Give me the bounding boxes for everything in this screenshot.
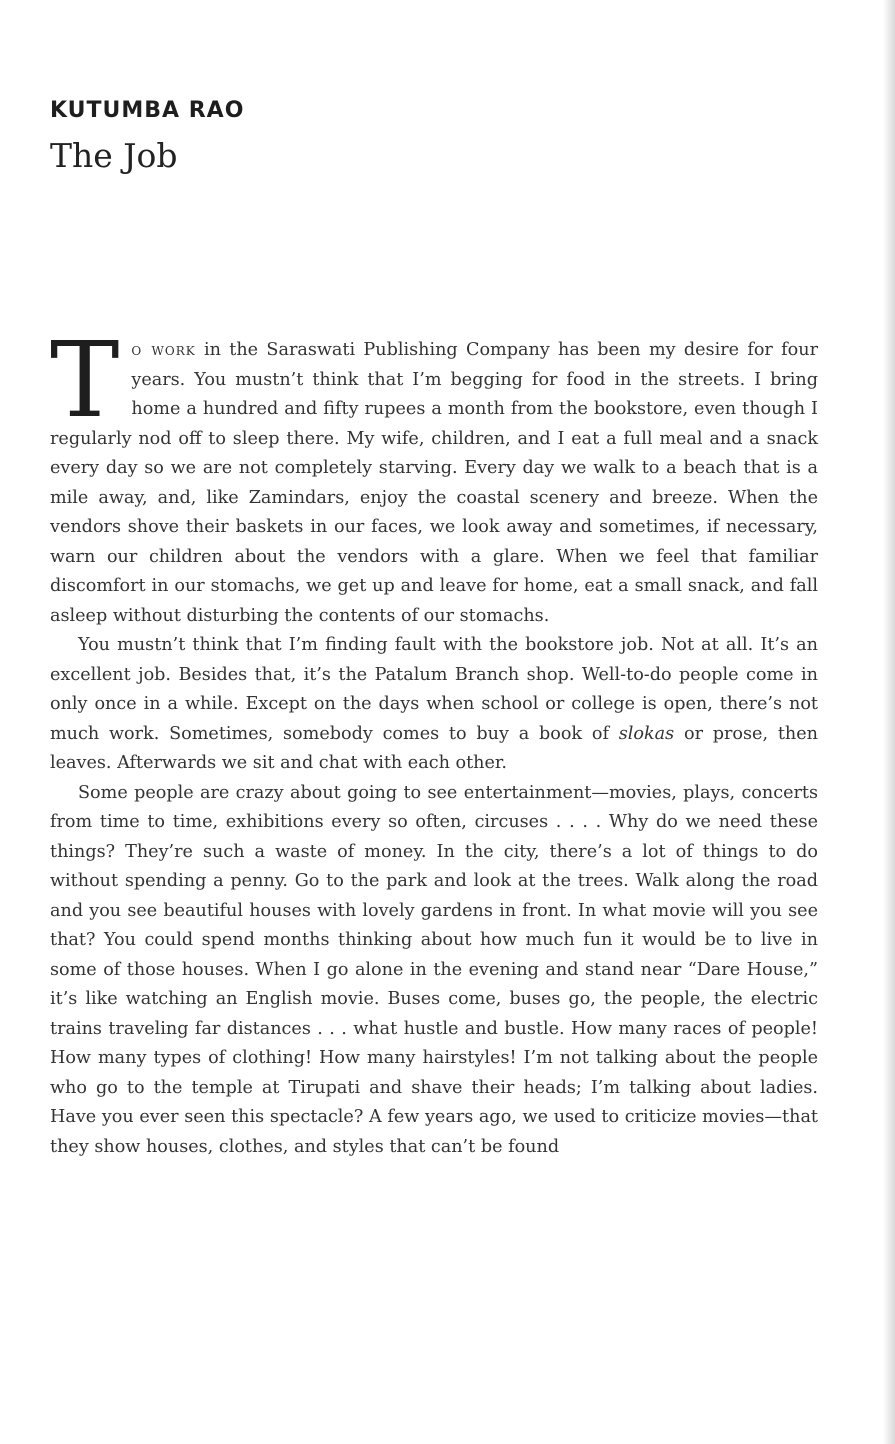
lead-in-smallcaps: o work <box>131 340 196 360</box>
paragraph-3-text: Some people are crazy about going to see entertainment—movies, plays, concerts from time to time, exhibitions every so often, circuses . . . . Why do we need these things? They’re such a waste of money. In the city, there’s a lot of things to do without spending a penny. Go to the park and look at the trees. Walk along the road and you see beautiful houses with lovely gardens in front. In what movie will you see that? You could spend months thinking about how much fun it would be to live in some of those houses. When I go alone in the evening and stand near “Dare House,” it’s like watching an English movie. Buses come, buses go, the people, the electric trains traveling far distances . . . what hustle and bustle. How many races of people! How many types of clothing! How many hairstyles! I’m not talking about the people who go to the temple at Tirupati and shave their heads; I’m talking about ladies. Have you ever seen this spectacle? A few years ago, we used to criticize movies—that they show houses, clothes, and styles that can’t be found <box>50 782 818 1157</box>
drop-cap: T <box>50 319 120 441</box>
paragraph-1 <box>50 319 818 631</box>
page-edge-shadow <box>883 0 895 1444</box>
story-body <box>50 319 818 1162</box>
italic-word: slokas <box>618 723 675 744</box>
paragraph-2 <box>50 631 818 779</box>
paragraph-2-text-a: You mustn’t think that I’m finding fault with the bookstore job. Not at all. It’s an excellent job. Besides that, it’s the Patalum Branch shop. Well-to-do people come in only once in a while. Except on the days when school or college is open, there’s not much work. Sometimes, somebody comes to buy a book of <box>50 635 818 744</box>
author-name: KUTUMBA RAO <box>50 98 245 123</box>
book-page <box>50 96 818 1162</box>
paragraph-2-text-b: or prose, then leaves. Afterwards we sit and chat with each other. <box>50 723 818 773</box>
paragraph-1-text: in the Saraswati Publishing Company has been my desire for four years. You mustn’t think that I’m begging for food in the streets. I bring home a hundred and fifty rupees a month from the bookstore, even though I regularly nod off to sleep there. My wife, children, and I eat a full meal and a snack every day so we are not completely starving. Every day we walk to a beach that is a mile away, and, like Zamindars, enjoy the coastal scenery and breeze. When the vendors shove their baskets in our faces, we look away and sometimes, if necessary, warn our children about the vendors with a glare. When we feel that familiar discomfort in our stomachs, we get up and leave for home, eat a small snack, and fall asleep without disturbing the contents of our stomachs. <box>50 340 818 626</box>
paragraph-3 <box>50 779 818 1163</box>
story-title: The Job <box>50 136 178 175</box>
